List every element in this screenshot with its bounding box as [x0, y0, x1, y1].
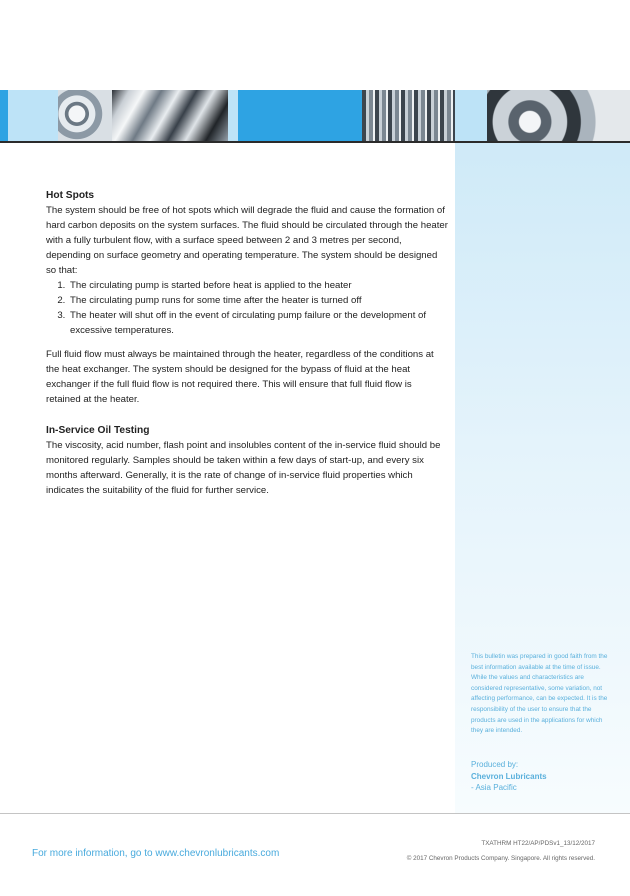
document-reference: TXATHRM HT22/AP/PDSv1_13/12/2017: [481, 840, 595, 847]
banner-blue-block: [238, 90, 362, 143]
produced-by-block: [471, 759, 611, 794]
main-content: [46, 189, 448, 498]
copyright-notice: © 2017 Chevron Products Company. Singapore. All rights reserved.: [406, 855, 595, 862]
disclaimer-text: This bulletin was prepared in good faith from the best information available at the time of issue. While the values and characteristics are considered representative, some variation, not affecting performance, can be expected. It is the responsibility of the user to ensure that the products are used in the applications for which they are intended.: [471, 653, 608, 735]
footer-rule: [0, 813, 630, 814]
hot-spots-flow-paragraph: Full fluid flow must always be maintained through the heater, regardless of the conditions at the heat exchanger. The system should be designed for the bypass of fluid at the heat exchanger if the full fluid flow is not required there. This will ensure that full fluid flow is retained at the heater.: [46, 349, 434, 405]
oil-testing-heading: In-Service Oil Testing: [46, 425, 150, 436]
more-info-link[interactable]: For more information, go to www.chevronlubricants.com: [32, 848, 280, 859]
banner-light-block: [228, 90, 238, 143]
produced-by-label: Produced by:: [471, 760, 519, 769]
list-item: 2. The circulating pump runs for some time after the heater is turned off: [68, 293, 448, 308]
oil-testing-paragraph: The viscosity, acid number, flash point and insolubles content of the in-service fluid should be monitored regularly. Samples should be taken within a few days of start-up, and every six months afterward. Generally, it is the rate of change of in-service fluid properties which indicates the suitability of the fluid for further service.: [46, 440, 441, 496]
hot-spots-intro: The system should be free of hot spots which will degrade the fluid and cause the formation of hard carbon deposits on the system surfaces. The fluid should be circulated through the heater with a fully turbulent flow, with a surface speed between 2 and 3 metres per second, depending on surface geometry and operating temperature. The system should be designed so that:: [46, 205, 448, 276]
region-label: - Asia Pacific: [471, 783, 517, 792]
company-name: Chevron Lubricants: [471, 771, 547, 781]
hot-spots-heading: Hot Spots: [46, 190, 95, 201]
header-banner: [0, 90, 630, 143]
banner-light-block: [8, 90, 58, 143]
list-item: 1. The circulating pump is started before heat is applied to the heater: [68, 278, 448, 293]
list-item: 3. The heater will shut off in the event of circulating pump failure or the development of excessive temperatures.: [68, 308, 448, 338]
bearing-photo: [58, 90, 112, 143]
machinery-photo: [362, 90, 455, 143]
banner-blue-block: [0, 90, 8, 143]
bearing-photo: [112, 90, 228, 143]
banner-light-block: [455, 90, 487, 143]
valve-photo: [487, 90, 630, 143]
hot-spots-list: [46, 278, 448, 338]
